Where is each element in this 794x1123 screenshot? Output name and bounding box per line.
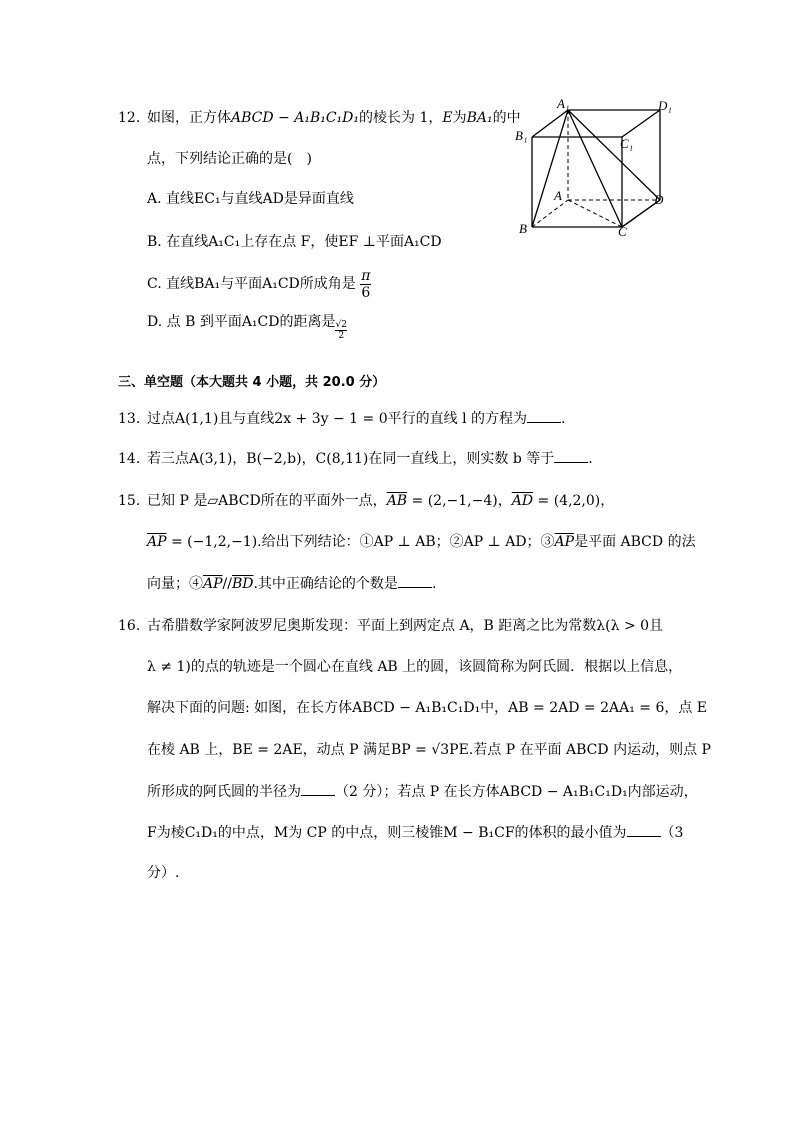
q15-line2	[147, 533, 696, 551]
q15-l1-b: = (2,−1,−4)，	[407, 493, 512, 509]
q16-l6-a: F为棱C₁D₁的中点，M为 CP 的中点，则三棱锥M − B₁CF的体积的最小值为	[147, 825, 627, 841]
q13-answer-blank[interactable]	[527, 410, 561, 423]
q12-option-b: B. 在直线A₁C₁上存在点 F，使EF ⊥平面A₁CD	[147, 234, 442, 250]
q12-option-a: A. 直线EC₁与直线AD是异面直线	[147, 191, 354, 207]
label-c1: C₁	[620, 136, 634, 151]
q14-text-b: .	[588, 451, 593, 467]
q12-line2: 点，下列结论正确的是( )	[147, 151, 312, 167]
section-3-title: 三、单空题（本大题共 4 小题，共 20.0 分）	[118, 375, 386, 390]
q15-l2-a: = (−1,2,−1).给出下列结论：①AP ⊥ AB；②AP ⊥ AD；③	[166, 534, 555, 550]
q15-line3	[147, 575, 436, 593]
q14-number: 14.	[118, 451, 141, 467]
label-b: B	[519, 221, 527, 236]
label-a: A	[554, 188, 562, 203]
q12-text-a: 如图，正方体	[147, 110, 231, 126]
q12-text-b: 的棱长为 1，	[359, 110, 443, 126]
q16-answer-blank-2[interactable]	[627, 824, 661, 837]
q16-answer-blank-1[interactable]	[301, 783, 335, 796]
q15-l1-c: = (4,2,0)，	[533, 493, 615, 509]
label-a1: A₁	[557, 96, 570, 111]
q16-line2: λ ≠ 1)的点的轨迹是一个圆心在直线 AB 上的圆，该圆简称为阿氏圆．根据以上信息，	[147, 659, 683, 675]
q15-vector-ap: $\overline{AP}$	[147, 534, 167, 550]
q16-l5-b: （2 分）；若点 P 在长方体ABCD − A₁B₁C₁D₁内部运动，	[335, 784, 698, 800]
q15-vector-ab: $\overline{AB}$	[386, 493, 408, 509]
q16-line6	[147, 824, 683, 842]
q15-l3-d: .	[431, 576, 437, 592]
q14-text-a: 若三点A(3,1)，B(−2,b)，C(8,11)在同一直线上，则实数 b 等于	[147, 451, 555, 467]
q16-line7: 分）.	[147, 865, 180, 881]
q12-option-d-num: √2	[335, 320, 347, 330]
label-c: C	[618, 224, 627, 239]
q15-l3-a: 向量；④	[147, 576, 203, 592]
q12-option-c	[147, 266, 371, 302]
q13-text-a: 过点A(1,1)且与直线2x + 3y − 1 = 0平行的直线 l 的方程为	[147, 411, 528, 427]
q12-option-d-fraction	[335, 320, 346, 341]
q16-line3: 解决下面的问题: 如图，在长方体ABCD − A₁B₁C₁D₁中，AB = 2AD = 2AA₁ = 6，点 E	[147, 700, 708, 716]
q15-vector-ad: $\overline{AD}$	[511, 493, 534, 509]
q13-text-b: .	[561, 411, 566, 427]
q15-vector-ap-2: $\overline{AP}$	[554, 534, 575, 550]
q15-l3-b: //	[222, 576, 232, 592]
q15-vector-ap-3: $\overline{AP}$	[203, 576, 223, 592]
q12-option-c-num: π	[361, 267, 371, 284]
q16-line4: 在棱 AB 上，BE = 2AE，动点 P 满足BP = √3PE.若点 P 在平面 ABCD 内运动，则点 P	[147, 742, 711, 758]
label-d: D	[654, 192, 664, 207]
q16-l6-b: （3	[660, 825, 684, 841]
q15-answer-blank[interactable]	[398, 575, 432, 588]
q12-option-c-fraction	[360, 268, 371, 301]
q15-number: 15.	[118, 493, 141, 509]
q15-l2-b: 是平面 ABCD 的法	[574, 534, 696, 550]
q12-solid: ABCD − A₁B₁C₁D₁	[231, 110, 360, 126]
q12-option-c-den: 6	[361, 284, 371, 301]
q15-vector-bd: $\overline{BD}$	[231, 576, 254, 592]
q16-line5	[147, 783, 698, 801]
q16-number: 16.	[118, 618, 141, 634]
q12-text-c: 为	[452, 110, 467, 126]
label-d1: D₁	[658, 98, 672, 113]
q15-l3-c: .其中正确结论的个数是	[253, 576, 398, 592]
q12-text-d: 的中	[492, 110, 521, 126]
q12-option-d-den: 2	[338, 331, 345, 341]
q12-option-c-text: C. 直线BA₁与平面A₁CD所成角是	[147, 276, 356, 292]
q13-number: 13.	[118, 411, 141, 427]
q12-ba1: BA₁	[466, 110, 493, 126]
q15-l1-a: 已知 P 是▱ABCD所在的平面外一点，	[147, 493, 387, 509]
q14-answer-blank[interactable]	[554, 450, 588, 463]
q12-point-e: E	[442, 110, 453, 126]
label-b1: B₁	[515, 128, 528, 143]
q12-number: 12.	[118, 110, 141, 126]
q12-option-d-text: D. 点 B 到平面A₁CD的距离是	[147, 314, 336, 330]
q16-line1: 古希腊数学家阿波罗尼奥斯发现：平面上到两定点 A，B 距离之比为常数λ(λ > 0且	[147, 618, 664, 634]
q12-line1	[147, 109, 521, 127]
q16-l5-a: 所形成的阿氏圆的半径为	[147, 784, 301, 800]
cube-figure	[510, 96, 680, 241]
q14-text	[147, 450, 593, 468]
q13-text	[147, 410, 565, 428]
q12-option-d	[147, 313, 347, 341]
q15-line1	[147, 492, 614, 510]
